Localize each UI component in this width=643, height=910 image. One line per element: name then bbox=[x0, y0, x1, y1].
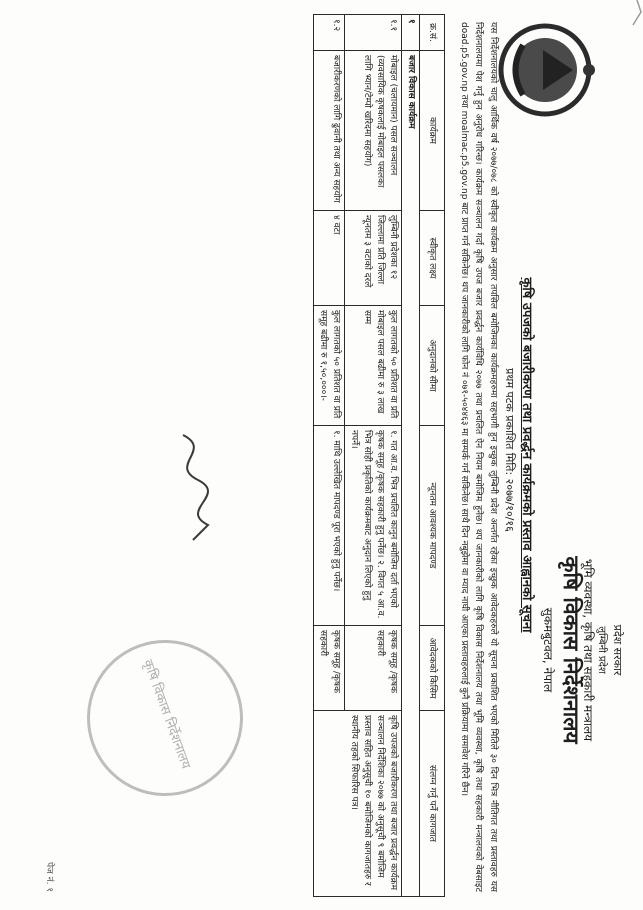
table-row bbox=[345, 15, 402, 897]
header-subsidy: अनुदानको सीमा bbox=[420, 306, 445, 426]
header-serial: क्र.सं. bbox=[420, 15, 445, 51]
province-heading: लुम्बिनी प्रदेश bbox=[596, 626, 607, 674]
section-number: १ bbox=[402, 15, 420, 51]
published-date: प्रथम पटक प्रकाशित मिति: २०७७/१०/१६ bbox=[503, 368, 516, 532]
page-number: पेज नं. १ bbox=[44, 862, 54, 893]
row-program: मोबाइल (चलायमान) पसल सञ्चालन (व्यवसायिक कृषकलाई मोबाइल पसलका लागि भ्यान/टेम्पो खरिदमा सहयोग) bbox=[345, 51, 402, 211]
header-program: कार्यक्रम bbox=[420, 51, 445, 211]
row-documents: कृषि उपजको बजारीकरण तथा बजार प्रवर्द्धन कार्यक्रम सञ्चालन निर्देशिका २०७७ को अनुसूची ९ बमोजिम प्रस्ताव सहित अनुसूची १० बमोजिमको कागजातहरु र स्थानीय तहको सिफारिस पत्र। bbox=[314, 711, 402, 897]
table-header-row bbox=[420, 15, 445, 897]
row-number: १.२ bbox=[314, 15, 345, 51]
header-documents: संलग्न गर्नु पर्ने कागजात bbox=[420, 711, 445, 897]
ministry-heading: भूमि व्यवस्था, कृषि तथा सहकारी मन्त्रालय bbox=[581, 558, 595, 742]
row-target: लुम्बिनी प्रदेशका १२ जिल्लामा प्रति जिल्ला न्यूनतम ३ वटाको दरले bbox=[345, 211, 402, 306]
stamp-text: कृषि विकास निर्देशनालय bbox=[139, 657, 194, 771]
directorate-heading: कृषि विकास निर्देशनालय bbox=[559, 556, 583, 744]
scan-corner-mark bbox=[603, 0, 643, 40]
header-target: स्वीकृत लक्ष्य bbox=[420, 211, 445, 306]
program-table bbox=[313, 14, 445, 897]
row-criteria: १. गत आ.व. भित्र प्रचलित कानुन बमोजिम दर्ता भएको कृषक समूह /कृषक सहकारी हुनु पर्नेछ। २. विगत ५ आ.व. भित्र सोही प्रकृतिको कार्यक्रमबाट अनुदान लिएको हुनु नपर्ने। bbox=[345, 426, 402, 626]
nepal-emblem-icon bbox=[493, 15, 603, 125]
intro-paragraph: यस निर्देशनालयको चालु आर्थिक वर्ष २०७७/०७८ को स्वीकृत कार्यक्रम अनुसार तपसिल बमोजिमका कार्यक्रमहरुमा सहभागी हुन इच्छुक लुम्बिनी प्रदेश अन्तर्गत रहेका इच्छुक आवेदकहरुले यो सूचना प्रकाशित भएको मितिले ३० दिन भित्र नीतिगत तथा प्रस्तावहरु यस निर्देशनालयमा पेश गर्नु हुन अनुरोध गरिन्छ। कार्यक्रम सञ्चालन गर्दा कृषि उपज बजार प्रवर्द्धन कार्यविधि २०७७ तथा प्रचलित ऐन नियम बमोजिम हुनेछ। थप जानकारीको लागि कृषि विकास निर्देशनालय तथा भूमि व्यवस्था, कृषि तथा सहकारी मन्त्रालयको वेबसाइट doad.p5.gov.np तथा moalmac.p5.gov.np बाट प्राप्त गर्न सकिनेछ। थप जानकारीको लागि फोन नं ०७१-५०४४६३ मा सम्पर्क गर्न सकिनेछ। साथै दिन नबुझेमा वा म्याद नाघी आएका प्रस्तावहरुलाई कुनै प्रक्रियामा समावेश गरिने छैन। bbox=[459, 22, 498, 892]
signature-mark bbox=[163, 430, 223, 550]
section-title: बजार विकास कार्यक्रम bbox=[402, 51, 420, 897]
row-criteria: १. माथि उल्लेखित मापदण्ड पूरा भएको हुनु पर्नेछ। bbox=[314, 426, 345, 626]
notice-title: कृषि उपजको बजारीकरण तथा प्रवर्द्धन कार्यक्रमको प्रस्ताव आह्वानको सूचना bbox=[519, 277, 534, 633]
row-target: ४ वटा bbox=[314, 211, 345, 306]
location-heading: सुकमबुटवल, नेपाल bbox=[541, 607, 555, 693]
row-subsidy: कुल लागतको ५० प्रतिशत वा प्रति समूह बढीमा रु १,५०,०००।- bbox=[314, 306, 345, 426]
government-heading: प्रदेश सरकार bbox=[611, 624, 624, 676]
office-stamp bbox=[65, 618, 265, 818]
row-subsidy: कुल लागतको ५० प्रतिशत वा प्रति मोबाइल पसल बढीमा रु ३ लाख सम्म bbox=[345, 306, 402, 426]
row-applicant: कृषक समूह /कृषक सहकारी bbox=[314, 626, 345, 711]
header-criteria: न्यूनतम आवश्यक मापदण्ड bbox=[420, 426, 445, 626]
table-section-row bbox=[402, 15, 420, 897]
header-applicant: आवेदकको किसिम bbox=[420, 626, 445, 711]
row-program: बजारीकरणको लागि ढुवानी तथा अन्य सहयोग bbox=[314, 51, 345, 211]
row-applicant: कृषक समूह /कृषक सहकारी bbox=[345, 626, 402, 711]
row-number: १.१ bbox=[345, 15, 402, 51]
